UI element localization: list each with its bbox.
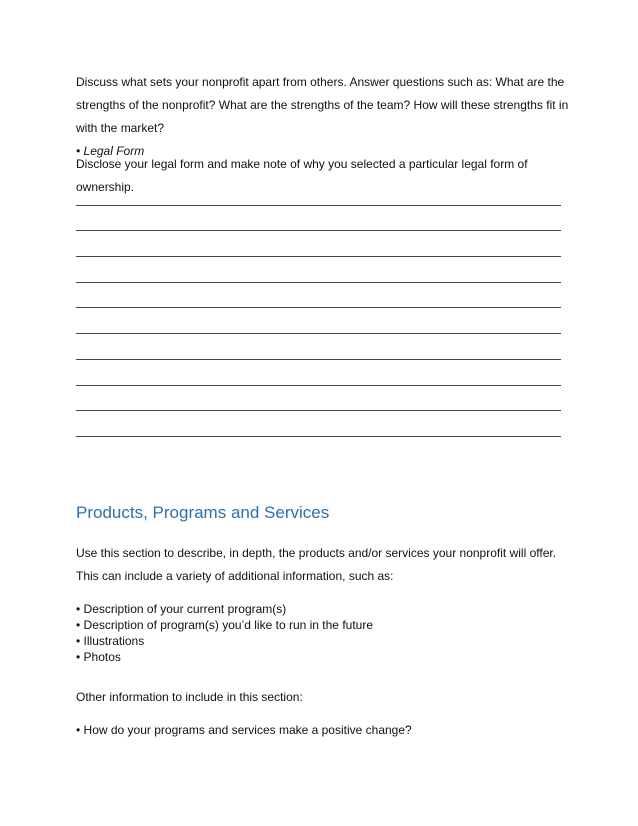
section-heading: Products, Programs and Services xyxy=(76,503,330,522)
intro-line-1: Discuss what sets your nonprofit apart from others. Answer questions such as: What are the xyxy=(76,75,565,89)
other-info-bullet: • How do your programs and services make a positive change? xyxy=(76,723,412,737)
writing-line xyxy=(76,307,561,308)
legal-form-line-2: ownership. xyxy=(76,180,135,194)
writing-line xyxy=(76,385,561,386)
legal-form-label: • Legal Form xyxy=(76,144,145,158)
bullet-item: • Description of program(s) you’d like to run in the future xyxy=(76,618,373,632)
bullet-item: • Photos xyxy=(76,650,121,664)
products-intro-line-1: Use this section to describe, in depth, the products and/or services your nonprofit will offer. xyxy=(76,546,557,560)
writing-line xyxy=(76,333,561,334)
intro-line-2: strengths of the nonprofit? What are the strengths of the team? How will these strengths fit in xyxy=(76,98,569,112)
writing-line xyxy=(76,256,561,257)
writing-line xyxy=(76,282,561,283)
other-info-label: Other information to include in this section: xyxy=(76,690,303,704)
writing-line xyxy=(76,205,561,206)
bullet-item: • Illustrations xyxy=(76,634,145,648)
products-intro-line-2: This can include a variety of additional information, such as: xyxy=(76,569,394,583)
writing-line xyxy=(76,436,561,437)
bullet-item: • Description of your current program(s) xyxy=(76,602,287,616)
intro-line-3: with the market? xyxy=(76,121,165,135)
legal-form-line-1: Disclose your legal form and make note of why you selected a particular legal form of xyxy=(76,157,528,171)
writing-line xyxy=(76,230,561,231)
writing-line xyxy=(76,410,561,411)
writing-line xyxy=(76,359,561,360)
